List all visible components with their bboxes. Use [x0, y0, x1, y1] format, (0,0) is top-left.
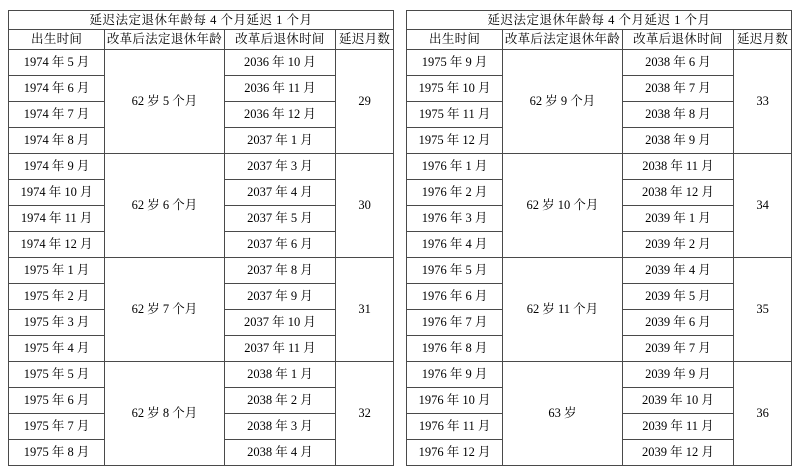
cell-retirement-age: 62 岁 9 个月 — [503, 49, 622, 153]
column-header-1: 改革后法定退休年龄 — [503, 30, 622, 49]
cell-birth-date: 1976 年 4 月 — [407, 231, 503, 257]
cell-birth-date: 1975 年 8 月 — [9, 439, 105, 465]
cell-retirement-age: 63 岁 — [503, 361, 622, 465]
column-header-2: 改革后退休时间 — [622, 30, 734, 49]
cell-retirement-date: 2037 年 10 月 — [224, 309, 336, 335]
cell-retirement-date: 2039 年 2 月 — [622, 231, 734, 257]
cell-birth-date: 1974 年 9 月 — [9, 153, 105, 179]
cell-retirement-date: 2037 年 8 月 — [224, 257, 336, 283]
cell-delay-months: 30 — [336, 153, 394, 257]
cell-birth-date: 1974 年 8 月 — [9, 127, 105, 153]
cell-delay-months: 36 — [734, 361, 792, 465]
cell-retirement-date: 2036 年 10 月 — [224, 49, 336, 75]
column-header-0: 出生时间 — [9, 30, 105, 49]
cell-birth-date: 1975 年 2 月 — [9, 283, 105, 309]
cell-retirement-date: 2038 年 2 月 — [224, 387, 336, 413]
schedule-table-left-wrapper — [8, 10, 400, 464]
cell-birth-date: 1974 年 7 月 — [9, 101, 105, 127]
cell-birth-date: 1975 年 9 月 — [407, 49, 503, 75]
cell-retirement-date: 2038 年 9 月 — [622, 127, 734, 153]
cell-birth-date: 1976 年 7 月 — [407, 309, 503, 335]
cell-retirement-date: 2038 年 6 月 — [622, 49, 734, 75]
cell-delay-months: 31 — [336, 257, 394, 361]
cell-birth-date: 1975 年 3 月 — [9, 309, 105, 335]
cell-birth-date: 1975 年 10 月 — [407, 75, 503, 101]
cell-retirement-date: 2038 年 4 月 — [224, 439, 336, 465]
cell-birth-date: 1975 年 11 月 — [407, 101, 503, 127]
cell-retirement-age: 62 岁 7 个月 — [105, 257, 224, 361]
cell-birth-date: 1974 年 10 月 — [9, 179, 105, 205]
cell-retirement-date: 2039 年 10 月 — [622, 387, 734, 413]
cell-retirement-age: 62 岁 10 个月 — [503, 153, 622, 257]
cell-birth-date: 1976 年 10 月 — [407, 387, 503, 413]
cell-delay-months: 35 — [734, 257, 792, 361]
cell-retirement-age: 62 岁 5 个月 — [105, 49, 224, 153]
cell-birth-date: 1976 年 6 月 — [407, 283, 503, 309]
cell-birth-date: 1976 年 8 月 — [407, 335, 503, 361]
cell-retirement-age: 62 岁 6 个月 — [105, 153, 224, 257]
table-caption: 延迟法定退休年龄每 4 个月延迟 1 个月 — [9, 11, 394, 30]
cell-retirement-date: 2037 年 11 月 — [224, 335, 336, 361]
cell-retirement-date: 2039 年 5 月 — [622, 283, 734, 309]
cell-delay-months: 34 — [734, 153, 792, 257]
cell-retirement-date: 2039 年 4 月 — [622, 257, 734, 283]
table-row — [9, 153, 394, 179]
table-row — [407, 257, 792, 283]
cell-retirement-date: 2037 年 6 月 — [224, 231, 336, 257]
cell-retirement-date: 2037 年 5 月 — [224, 205, 336, 231]
cell-retirement-date: 2039 年 6 月 — [622, 309, 734, 335]
table-caption-row — [9, 11, 394, 30]
cell-birth-date: 1976 年 9 月 — [407, 361, 503, 387]
cell-delay-months: 29 — [336, 49, 394, 153]
cell-retirement-age: 62 岁 8 个月 — [105, 361, 224, 465]
cell-retirement-date: 2037 年 9 月 — [224, 283, 336, 309]
cell-birth-date: 1974 年 11 月 — [9, 205, 105, 231]
table-row — [407, 361, 792, 387]
cell-retirement-date: 2039 年 12 月 — [622, 439, 734, 465]
table-header-row — [407, 30, 792, 49]
cell-birth-date: 1975 年 12 月 — [407, 127, 503, 153]
cell-retirement-date: 2037 年 4 月 — [224, 179, 336, 205]
cell-birth-date: 1975 年 1 月 — [9, 257, 105, 283]
column-header-2: 改革后退休时间 — [224, 30, 336, 49]
cell-retirement-date: 2037 年 1 月 — [224, 127, 336, 153]
column-header-3: 延迟月数 — [734, 30, 792, 49]
cell-retirement-date: 2038 年 12 月 — [622, 179, 734, 205]
cell-retirement-date: 2039 年 1 月 — [622, 205, 734, 231]
table-row — [407, 153, 792, 179]
table-caption: 延迟法定退休年龄每 4 个月延迟 1 个月 — [407, 11, 792, 30]
cell-birth-date: 1976 年 1 月 — [407, 153, 503, 179]
schedule-table-right — [406, 10, 792, 466]
table-row — [9, 257, 394, 283]
schedule-table-left-body — [9, 11, 394, 466]
cell-delay-months: 33 — [734, 49, 792, 153]
cell-birth-date: 1976 年 3 月 — [407, 205, 503, 231]
cell-birth-date: 1976 年 5 月 — [407, 257, 503, 283]
cell-retirement-date: 2038 年 8 月 — [622, 101, 734, 127]
schedule-table-right-body — [407, 11, 792, 466]
column-header-3: 延迟月数 — [336, 30, 394, 49]
cell-retirement-age: 62 岁 11 个月 — [503, 257, 622, 361]
cell-retirement-date: 2039 年 9 月 — [622, 361, 734, 387]
cell-retirement-date: 2038 年 3 月 — [224, 413, 336, 439]
column-header-1: 改革后法定退休年龄 — [105, 30, 224, 49]
cell-retirement-date: 2038 年 7 月 — [622, 75, 734, 101]
table-header-row — [9, 30, 394, 49]
cell-birth-date: 1976 年 2 月 — [407, 179, 503, 205]
cell-birth-date: 1975 年 5 月 — [9, 361, 105, 387]
cell-birth-date: 1975 年 6 月 — [9, 387, 105, 413]
cell-birth-date: 1976 年 11 月 — [407, 413, 503, 439]
cell-retirement-date: 2036 年 11 月 — [224, 75, 336, 101]
table-caption-row — [407, 11, 792, 30]
cell-retirement-date: 2038 年 1 月 — [224, 361, 336, 387]
cell-birth-date: 1974 年 5 月 — [9, 49, 105, 75]
cell-birth-date: 1976 年 12 月 — [407, 439, 503, 465]
table-row — [407, 49, 792, 75]
cell-retirement-date: 2036 年 12 月 — [224, 101, 336, 127]
schedule-table-left — [8, 10, 394, 466]
cell-birth-date: 1974 年 12 月 — [9, 231, 105, 257]
cell-retirement-date: 2038 年 11 月 — [622, 153, 734, 179]
table-row — [9, 361, 394, 387]
cell-birth-date: 1974 年 6 月 — [9, 75, 105, 101]
cell-birth-date: 1975 年 4 月 — [9, 335, 105, 361]
schedule-table-right-wrapper — [400, 10, 792, 464]
cell-birth-date: 1975 年 7 月 — [9, 413, 105, 439]
column-header-0: 出生时间 — [407, 30, 503, 49]
cell-retirement-date: 2037 年 3 月 — [224, 153, 336, 179]
cell-retirement-date: 2039 年 11 月 — [622, 413, 734, 439]
cell-delay-months: 32 — [336, 361, 394, 465]
cell-retirement-date: 2039 年 7 月 — [622, 335, 734, 361]
table-row — [9, 49, 394, 75]
